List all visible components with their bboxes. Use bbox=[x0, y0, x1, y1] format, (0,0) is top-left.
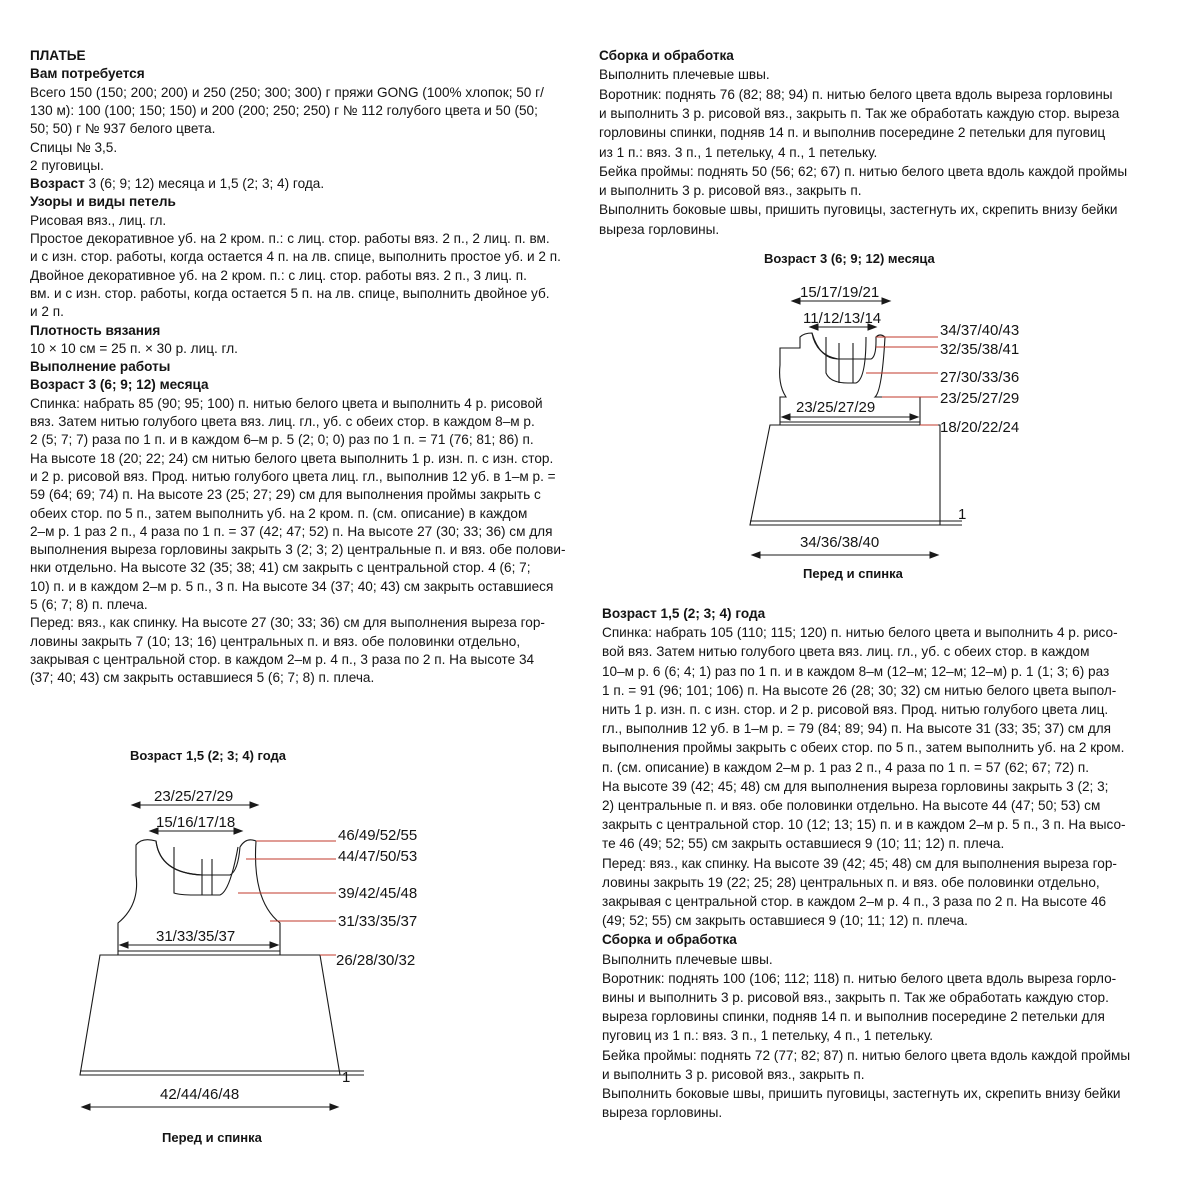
text-line: Выполнить боковые швы, пришить пуговицы, застегнуть их, скрепить внизу бейки bbox=[599, 202, 1118, 218]
text-line: Рисовая вяз., лиц. гл. bbox=[30, 212, 167, 228]
text-line: выреза горловины. bbox=[599, 221, 720, 237]
text-line: Воротник: поднять 76 (82; 88; 94) п. нитью белого цвета вдоль выреза горловины bbox=[599, 86, 1113, 102]
section-heading: Вам потребуется bbox=[30, 66, 145, 82]
section-heading: ПЛАТЬЕ bbox=[30, 48, 86, 63]
text-line: вой вяз. Затем нитью голубого цвета вяз. лиц. гл., уб. с обеих стор. в каждом bbox=[602, 644, 1090, 660]
text-line: 1 п. = 91 (96; 101; 106) п. На высоте 26 (28; 30; 32) см нитью белого цвета выпол- bbox=[602, 682, 1117, 698]
text-line: выполнения выреза горловины закрыть 3 (2; 3; 2) центральные п. и вяз. обе полови- bbox=[30, 542, 566, 558]
diagram-small-caption: Перед и спинка bbox=[803, 566, 903, 581]
text-line: вм. и с изн. стор. работы, когда остается 5 п. на лв. спице, выполнить двойное уб. bbox=[30, 285, 550, 301]
large-hem-width-label: 42/44/46/48 bbox=[160, 1086, 240, 1103]
text-line: те 46 (49; 52; 55) см закрыть оставшиеся 9 (10; 11; 12) п. плеча. bbox=[602, 836, 1005, 852]
text-line: Бейка проймы: поднять 50 (56; 62; 67) п. нитью белого цвета вдоль каждой проймы bbox=[599, 163, 1128, 179]
text-line: и 2 р. рисовой вяз. Прод. нитью голубого цвета лиц. гл., выполнив 12 уб. в 1–м р. = bbox=[30, 468, 556, 484]
text-line: 5 (6; 7; 8) п. плеча. bbox=[30, 597, 148, 612]
section-heading: Возраст 1,5 (2; 3; 4) года bbox=[602, 606, 766, 621]
text-line: Простое декоративное уб. на 2 кром. п.: с лиц. стор. работы вяз. 2 п., 2 лиц. п. вм. bbox=[30, 231, 550, 246]
text-line: Выполнить плечевые швы. bbox=[599, 67, 770, 83]
text-line: 130 м): 100 (100; 150; 150) и 200 (200; 250; 250) г № 112 голубого цвета и 50 (50; bbox=[30, 102, 538, 118]
large-hem-band-label: 1 bbox=[342, 1069, 351, 1086]
text-line: 50; 50) г № 937 белого цвета. bbox=[30, 121, 216, 137]
text-line: вяз. Затем нитью голубого цвета вяз. лиц. гл., уб. с обеих стор. в каждом 8–м р. bbox=[30, 414, 535, 429]
text-line: (49; 52; 55) см закрыть оставшиеся 9 (10; 11; 12) п. плеча. bbox=[602, 913, 968, 929]
text-line: ловины закрыть 7 (10; 13; 16) центральных п. и вяз. обе половинки отдельно, bbox=[30, 633, 521, 649]
section-heading: Сборка и обработка bbox=[602, 932, 737, 948]
text-line: п. (см. описание) в каждом 2–м р. 1 раз 2 п., 4 раза по 1 п. = 57 (62; 67; 72) п. bbox=[602, 759, 1090, 775]
large-top-width-label: 23/25/27/29 bbox=[154, 788, 234, 805]
small-hem-band-label: 1 bbox=[958, 506, 967, 523]
text-line: гл., выполнив 12 уб. в 1–м р. = 79 (84; 89; 94) п. На высоте 31 (33; 35; 37) см для bbox=[602, 721, 1112, 737]
text-line: выреза горловины. bbox=[602, 1105, 723, 1121]
text-line: и выполнить 3 р. рисовой вяз., закрыть п. Так же обработать каждую стор. выреза bbox=[599, 105, 1120, 121]
text-line: Спинка: набрать 105 (110; 115; 120) п. нитью белого цвета и выполнить 4 р. рисо- bbox=[602, 625, 1118, 641]
large-neck-width-label: 15/16/17/18 bbox=[156, 814, 236, 831]
large-dress-outline bbox=[80, 840, 340, 1075]
small-neck-back-height-label: 32/35/38/41 bbox=[940, 341, 1020, 358]
large-neck-front-height-label: 39/42/45/48 bbox=[338, 885, 418, 902]
small-back-neckline bbox=[812, 333, 838, 359]
large-bodice-width-label: 31/33/35/37 bbox=[156, 928, 236, 945]
large-back-neckline bbox=[156, 841, 202, 875]
small-hem-width-label: 34/36/38/40 bbox=[800, 534, 880, 551]
text-line: нки отдельно. На высоте 32 (35; 38; 41) см закрыть с центральной стор. 4 (6; 7; bbox=[30, 560, 531, 576]
text-line: пуговиц из 1 п.: вяз. 3 п., 1 петельку, 4 п., 1 петельку. bbox=[602, 1028, 934, 1044]
text-line: 10 × 10 см = 25 п. × 30 р. лиц. гл. bbox=[30, 340, 238, 356]
text-line: 2 (5; 7; 7) раза по 1 п. и в каждом 6–м р. 5 (2; 0; 0) раз по 1 п. = 71 (76; 81; 86) п. bbox=[30, 432, 534, 448]
small-neck-width-label: 11/12/13/14 bbox=[803, 310, 882, 327]
large-neck-back-height-label: 44/47/50/53 bbox=[338, 848, 418, 865]
text-line: 2–м р. 1 раз 2 п., 4 раза по 1 п. = 37 (42; 47; 52) п. На высоте 27 (30; 33; 36) см для bbox=[30, 523, 553, 539]
text-line: и выполнить 3 р. рисовой вяз., закрыть п. bbox=[602, 1066, 865, 1082]
small-armhole-height-label: 23/25/27/29 bbox=[940, 390, 1020, 407]
text-line: закрывая с центральной стор. в каждом 2–м р. 4 п., 3 раза по 2 п. На высоте 46 bbox=[602, 894, 1107, 909]
small-bodice-width-label: 23/25/27/29 bbox=[796, 399, 876, 416]
text-line: Выполнить плечевые швы. bbox=[602, 951, 773, 967]
text-line: обеих стор. по 5 п., затем выполнить уб. на 2 кром. п. (см. описание) в каждом bbox=[30, 505, 528, 521]
small-front-neckline bbox=[826, 337, 866, 383]
section-heading: Выполнение работы bbox=[30, 359, 171, 375]
large-waist-height-label: 26/28/30/32 bbox=[336, 952, 416, 969]
diagram-large bbox=[70, 775, 510, 1135]
text-line: 10) п. и в каждом 2–м р. 5 п., 3 п. На высоте 34 (37; 40; 43) см закрыть оставшиеся bbox=[30, 578, 554, 594]
text-line: закрыть с центральной стор. 10 (12; 13; 15) п. и в каждом 2–м р. 5 п., 3 п. На высо- bbox=[602, 817, 1126, 833]
text-line: и 2 п. bbox=[30, 304, 64, 320]
section-heading: Возраст 3 (6; 9; 12) месяца bbox=[30, 377, 209, 393]
text-line: вины и выполнить 3 р. рисовой вяз., закрыть п. Так же обработать каждую стор. bbox=[602, 990, 1109, 1005]
small-top-width-label: 15/17/19/21 bbox=[800, 284, 880, 301]
text-line: 10–м р. 6 (6; 4; 1) раз по 1 п. и в каждом 8–м (12–м; 12–м; 12–м) р. 1 (1; 3; 6) раз bbox=[602, 663, 1110, 679]
text-line: ловины закрыть 19 (22; 25; 28) центральных п. и вяз. обе половинки отдельно, bbox=[602, 874, 1100, 890]
text-line: из 1 п.: вяз. 3 п., 1 петельку, 4 п., 1 петельку. bbox=[599, 144, 878, 160]
text-line: Воротник: поднять 100 (106; 112; 118) п. нитью белого цвета вдоль выреза горло- bbox=[602, 970, 1117, 986]
section-heading: Узоры и виды петель bbox=[30, 194, 176, 210]
text-line: выреза горловины спинки, подняв 14 п. и выполнив посередине 2 петельки для bbox=[602, 1009, 1105, 1025]
text-line: Всего 150 (150; 200; 200) и 250 (250; 300; 300) г пряжи GONG (100% хлопок; 50 г/ bbox=[30, 84, 544, 100]
text-line: Спинка: набрать 85 (90; 95; 100) п. нитью белого цвета и выполнить 4 р. рисовой bbox=[30, 395, 543, 411]
diagram-large-heading: Возраст 1,5 (2; 3; 4) года bbox=[130, 748, 287, 763]
text-line: (37; 40; 43) см закрыть оставшиеся 5 (6; 7; 8) п. плеча. bbox=[30, 670, 375, 686]
text-line: нить 1 р. изн. п. с изн. стор. и 2 р. рисовой вяз. Прод. нитью голубого цвета лиц. bbox=[602, 702, 1109, 717]
small-neck-front-height-label: 27/30/33/36 bbox=[940, 369, 1020, 386]
text-line: Перед: вяз., как спинку. На высоте 27 (30; 33; 36) см для выполнения выреза гор- bbox=[30, 615, 545, 631]
text-line: закрывая с центральной стор. в каждом 2–м р. 4 п., 3 раза по 2 п. На высоте 34 bbox=[30, 651, 535, 667]
text-line: Возраст 3 (6; 9; 12) месяца и 1,5 (2; 3; 4) года. bbox=[30, 176, 325, 192]
text-line: На высоте 39 (42; 45; 48) см для выполнения выреза горловины закрыть 3 (2; 3; bbox=[602, 778, 1109, 794]
large-front-neckline bbox=[174, 847, 238, 895]
section-heading: Плотность вязания bbox=[30, 322, 161, 338]
text-line: Бейка проймы: поднять 72 (77; 82; 87) п. нитью белого цвета вдоль каждой проймы bbox=[602, 1047, 1131, 1063]
text-line: 2) центральные п. и вяз. обе половинки отдельно. На высоте 44 (47; 50; 53) см bbox=[602, 798, 1101, 813]
small-waist-height-label: 18/20/22/24 bbox=[940, 419, 1020, 436]
text-line: Выполнить боковые швы, пришить пуговицы, застегнуть их, скрепить внизу бейки bbox=[602, 1086, 1121, 1101]
text-line: На высоте 18 (20; 22; 24) см нитью белого цвета выполнить 1 р. изн. п. с изн. стор. bbox=[30, 450, 554, 466]
section-heading: Сборка и обработка bbox=[599, 48, 734, 63]
diagram-small bbox=[730, 275, 1070, 575]
text-line: 59 (64; 69; 74) п. На высоте 23 (25; 27; 29) см для выполнения проймы закрыть с bbox=[30, 487, 541, 503]
diagram-small-heading: Возраст 3 (6; 9; 12) месяца bbox=[764, 251, 935, 266]
diagram-large-caption: Перед и спинка bbox=[162, 1130, 262, 1145]
text-line: и с изн. стор. работы, когда остается 4 п. на лв. спице, выполнить простое уб. и 2 п. bbox=[30, 249, 561, 265]
small-dress-outline bbox=[750, 333, 940, 525]
small-shoulder-height-label: 34/37/40/43 bbox=[940, 322, 1020, 339]
text-line: Двойное декоративное уб. на 2 кром. п.: с лиц. стор. работы вяз. 2 п., 3 лиц. п. bbox=[30, 267, 527, 283]
text-line: и выполнить 3 р. рисовой вяз., закрыть п. bbox=[599, 183, 862, 199]
large-shoulder-height-label: 46/49/52/55 bbox=[338, 827, 418, 844]
text-line: горловины спинки, подняв 14 п. и выполнив посередине 2 петельки для пуговиц bbox=[599, 125, 1106, 141]
text-line: 2 пуговицы. bbox=[30, 157, 104, 173]
text-line: выполнения проймы закрыть с обеих стор. по 5 п., затем выполнить уб. на 2 кром. bbox=[602, 740, 1125, 756]
text-line: Спицы № 3,5. bbox=[30, 139, 118, 155]
large-armhole-height-label: 31/33/35/37 bbox=[338, 913, 418, 930]
text-line: Перед: вяз., как спинку. На высоте 39 (42; 45; 48) см для выполнения выреза гор- bbox=[602, 855, 1117, 871]
